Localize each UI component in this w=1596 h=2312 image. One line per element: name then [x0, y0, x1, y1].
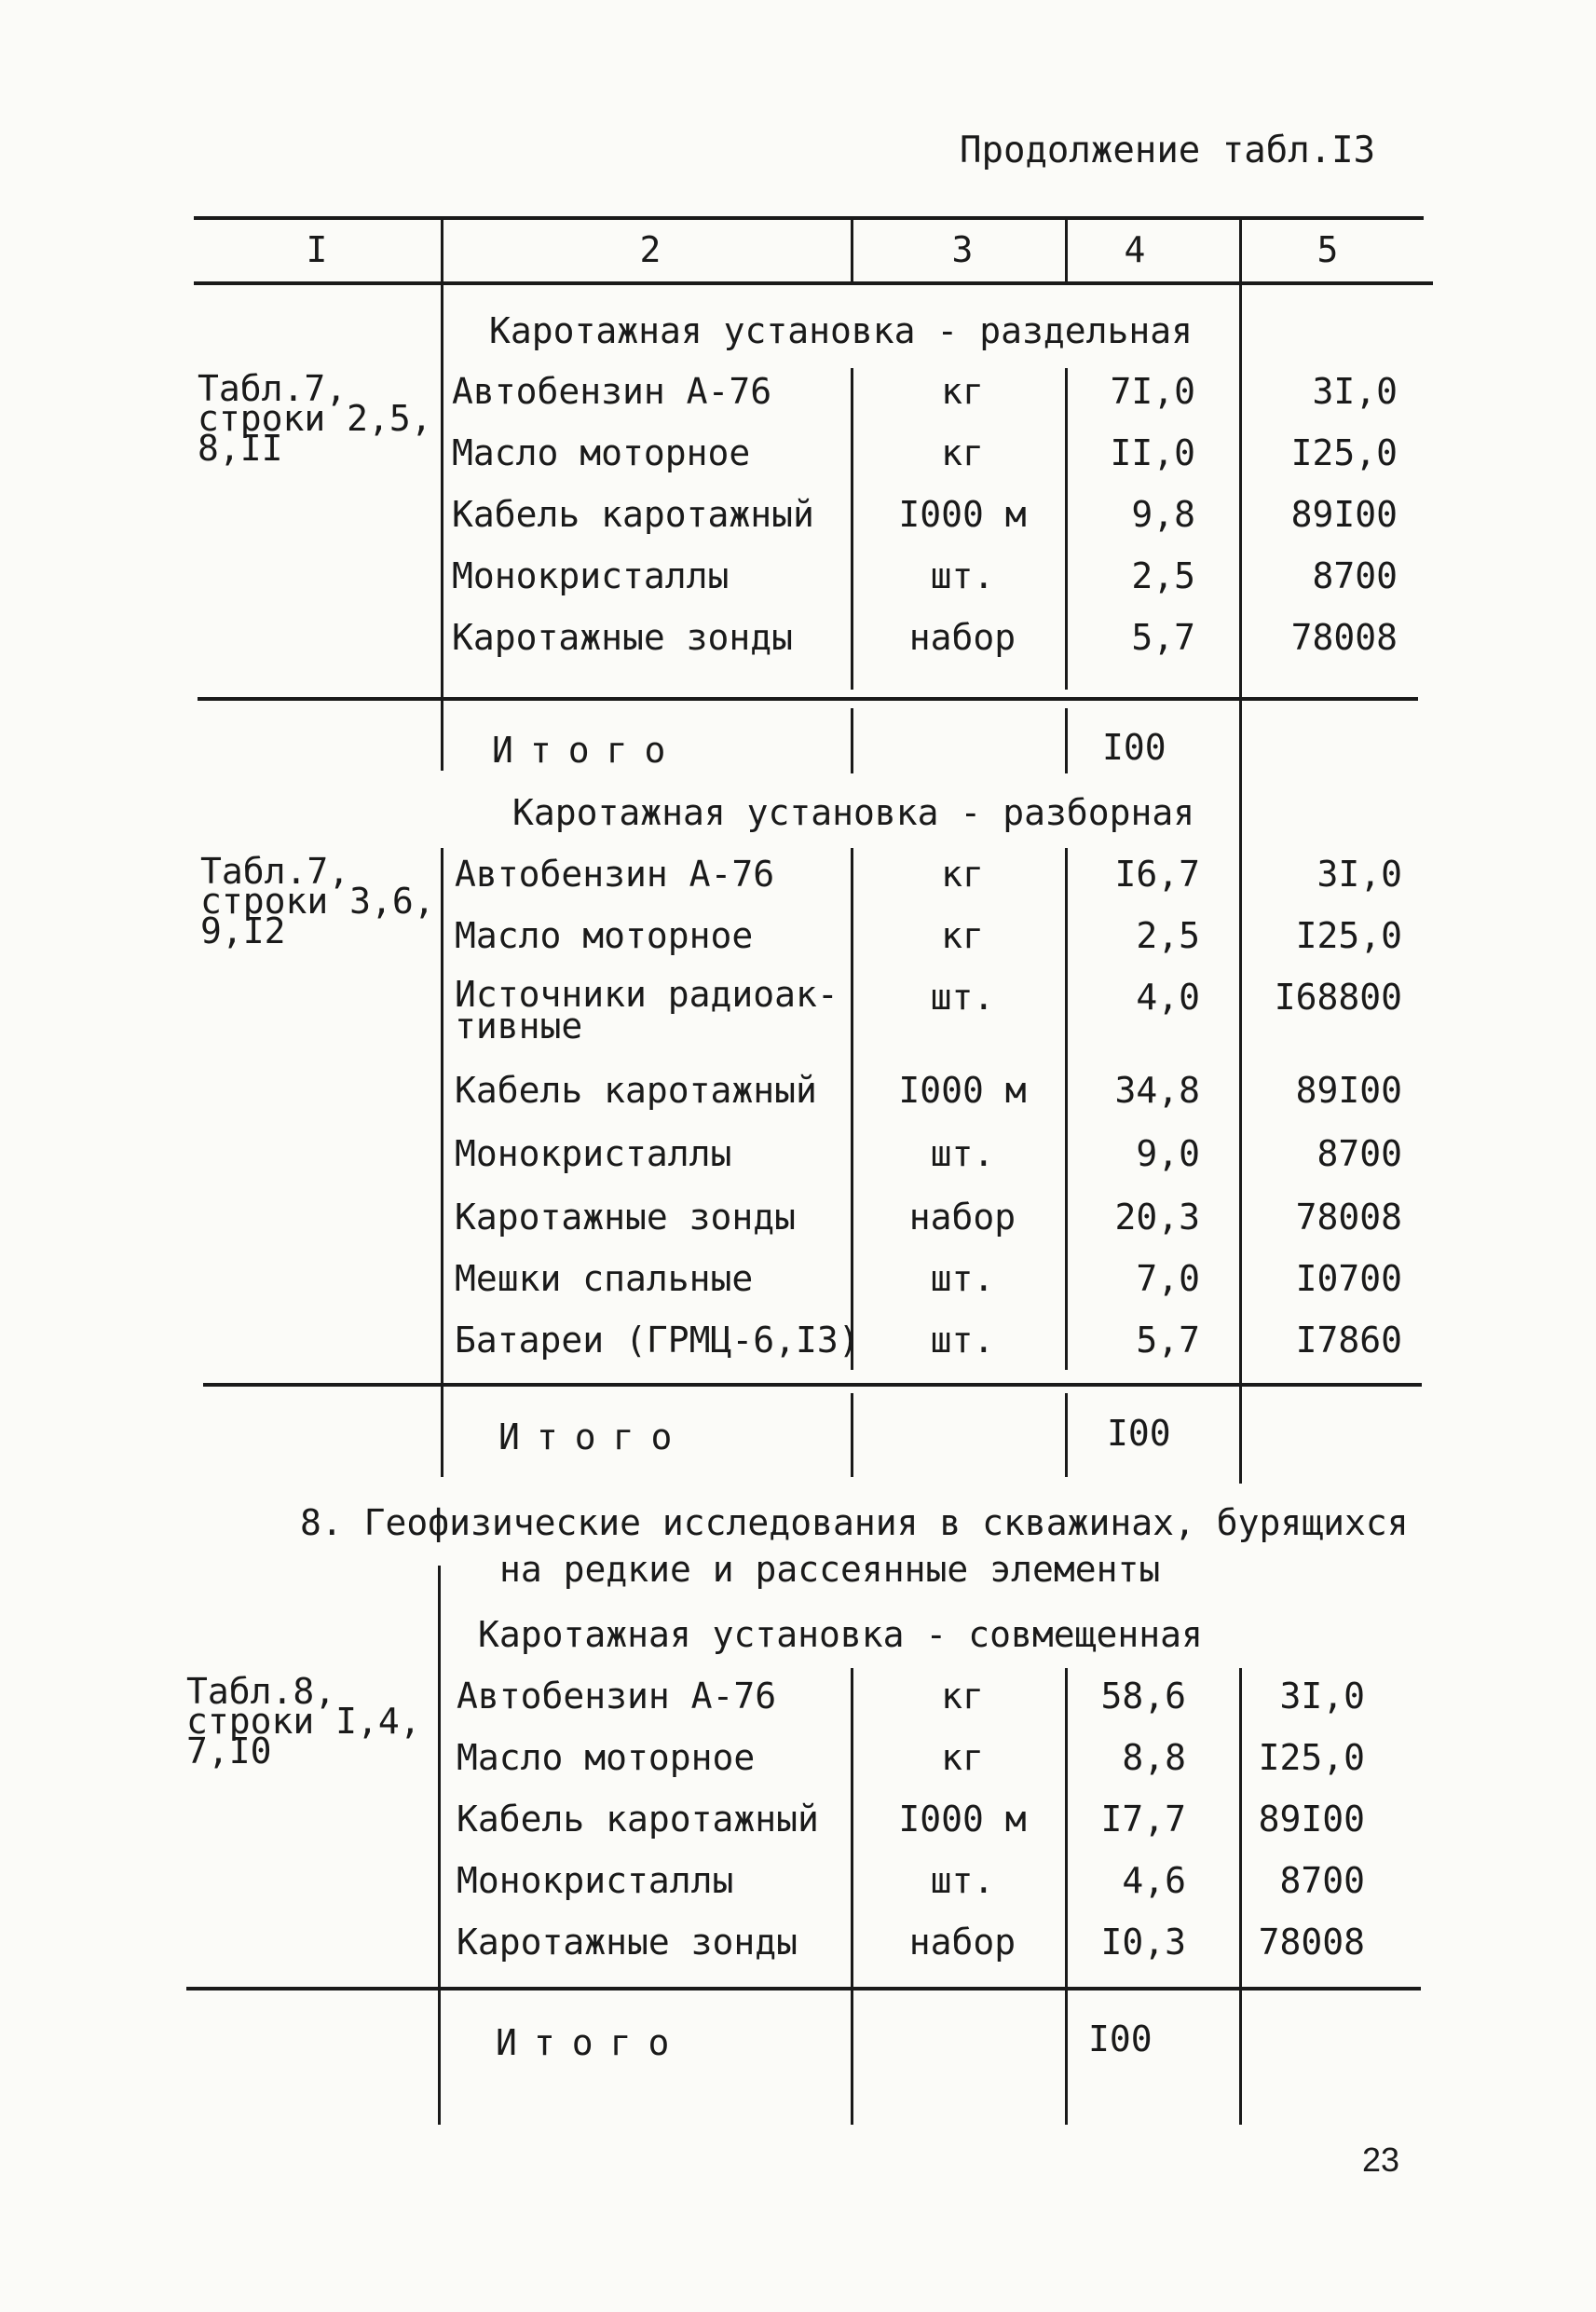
item-share: 7,0	[1136, 1258, 1200, 1299]
item-share: 9,0	[1136, 1133, 1200, 1174]
item-name: Мешки спальные	[455, 1258, 754, 1299]
col-divider	[851, 1393, 853, 1477]
item-name: Каротажные зонды	[455, 1197, 797, 1238]
item-name: Монокристаллы	[452, 555, 730, 596]
item-name: Масло моторное	[457, 1737, 756, 1778]
item-price: 3I,0	[1312, 371, 1398, 412]
block-rule	[198, 697, 1418, 701]
item-unit: шт.	[930, 1860, 995, 1901]
col-divider	[851, 708, 853, 773]
item-unit: набор	[908, 1922, 1016, 1963]
item-unit: шт.	[930, 555, 995, 596]
item-name: Монокристаллы	[457, 1860, 734, 1901]
header-col-1: I	[306, 229, 328, 270]
item-unit: I000 м	[898, 494, 1027, 535]
item-unit: кг	[941, 1737, 984, 1778]
item-name: Масло моторное	[455, 915, 754, 956]
table-ref: 9,I2	[200, 910, 286, 951]
col-divider	[1065, 1393, 1068, 1477]
col-divider	[1065, 708, 1068, 773]
block-title: Каротажная установка - совмещенная	[478, 1614, 1203, 1655]
col-divider	[851, 1668, 853, 2125]
header-col-2: 2	[639, 229, 662, 270]
item-share: 9,8	[1131, 494, 1195, 535]
item-price: 8700	[1279, 1860, 1365, 1901]
item-share: 34,8	[1114, 1070, 1200, 1111]
item-share: 5,7	[1131, 617, 1195, 658]
item-price: I0700	[1295, 1258, 1402, 1299]
total-label: Итого	[496, 2022, 687, 2063]
item-unit: набор	[908, 1197, 1016, 1238]
item-unit: I000 м	[898, 1070, 1027, 1111]
item-unit: шт.	[930, 1258, 995, 1299]
item-price: 78008	[1290, 617, 1398, 658]
item-name: Источники радиоак- тивные	[455, 974, 839, 1047]
header-col-5: 5	[1316, 229, 1339, 270]
item-unit: кг	[941, 371, 984, 412]
item-unit: шт.	[930, 977, 995, 1018]
page-number: 23	[1362, 2141, 1400, 2179]
item-name: Масло моторное	[452, 432, 751, 473]
table-ref: 7,I0	[186, 1731, 272, 1772]
header-col-4: 4	[1124, 229, 1146, 270]
item-share: 20,3	[1114, 1197, 1200, 1238]
item-share: 7I,0	[1110, 371, 1195, 412]
item-unit: кг	[941, 854, 984, 895]
item-price: 8700	[1316, 1133, 1402, 1174]
item-share: I6,7	[1114, 854, 1200, 895]
col-divider	[851, 216, 853, 283]
item-price: I7860	[1295, 1320, 1402, 1361]
item-share: 4,0	[1136, 977, 1200, 1018]
item-unit: кг	[941, 432, 984, 473]
block-title: Каротажная установка - раздельная	[489, 310, 1193, 351]
item-share: I0,3	[1100, 1922, 1186, 1963]
item-name: Автобензин А-76	[452, 371, 772, 412]
block-rule	[186, 1987, 1421, 1991]
item-name: Кабель каротажный	[457, 1799, 819, 1840]
col-divider	[851, 368, 853, 690]
item-unit: I000 м	[898, 1799, 1027, 1840]
item-price: 8700	[1312, 555, 1398, 596]
col-divider	[1239, 1668, 1242, 2125]
table-ref: строки 3,6,	[200, 881, 435, 922]
item-name: Кабель каротажный	[452, 494, 814, 535]
table-ref: Табл.7,	[198, 368, 348, 409]
item-price: 78008	[1295, 1197, 1402, 1238]
total-value: I00	[1102, 727, 1166, 768]
continuation-label: Продолжение табл.I3	[960, 130, 1376, 171]
col-divider	[441, 216, 443, 771]
item-price: 3I,0	[1279, 1676, 1365, 1717]
item-unit: набор	[908, 617, 1016, 658]
item-price: 78008	[1258, 1922, 1365, 1963]
header-bottom-rule	[194, 281, 1433, 285]
item-name: Автобензин А-76	[455, 854, 775, 895]
table-ref: Табл.8,	[186, 1671, 336, 1712]
table-ref: строки I,4,	[186, 1701, 421, 1742]
total-value: I00	[1088, 2018, 1153, 2059]
item-price: 3I,0	[1316, 854, 1402, 895]
table-ref: 8,II	[198, 428, 283, 469]
col-divider	[438, 1566, 441, 2125]
item-name: Каротажные зонды	[457, 1922, 798, 1963]
item-price: 89I00	[1295, 1070, 1402, 1111]
block-title: Каротажная установка - разборная	[512, 792, 1195, 833]
item-share: II,0	[1110, 432, 1195, 473]
item-price: I68800	[1274, 977, 1402, 1018]
header-col-3: 3	[951, 229, 974, 270]
item-price: I25,0	[1290, 432, 1398, 473]
item-unit: шт.	[930, 1320, 995, 1361]
item-name: Кабель каротажный	[455, 1070, 817, 1111]
col-divider	[851, 848, 853, 1370]
table-ref: строки 2,5,	[198, 398, 432, 439]
item-price: 89I00	[1290, 494, 1398, 535]
total-value: I00	[1107, 1413, 1171, 1454]
item-share: 2,5	[1136, 915, 1200, 956]
item-price: 89I00	[1258, 1799, 1365, 1840]
item-share: 4,6	[1122, 1860, 1186, 1901]
item-name: Автобензин А-76	[457, 1676, 777, 1717]
col-divider	[1239, 216, 1242, 1484]
item-price: I25,0	[1295, 915, 1402, 956]
table-ref: Табл.7,	[200, 851, 350, 892]
item-unit: кг	[941, 1676, 984, 1717]
section-heading: на редкие и рассеянные элементы	[499, 1549, 1161, 1590]
item-unit: шт.	[930, 1133, 995, 1174]
total-label: Итого	[492, 730, 683, 771]
section-heading: 8. Геофизические исследования в скважинах, бурящихся	[300, 1502, 1409, 1543]
item-name: Каротажные зонды	[452, 617, 794, 658]
item-name: Монокристаллы	[455, 1133, 732, 1174]
item-share: I7,7	[1100, 1799, 1186, 1840]
item-name: Батареи (ГРМЦ-6,I3)	[455, 1320, 860, 1361]
item-share: 2,5	[1131, 555, 1195, 596]
item-unit: кг	[941, 915, 984, 956]
block-rule	[203, 1383, 1422, 1387]
item-share: 58,6	[1100, 1676, 1186, 1717]
item-price: I25,0	[1258, 1737, 1365, 1778]
item-share: 8,8	[1122, 1737, 1186, 1778]
col-divider	[1065, 216, 1068, 283]
total-label: Итого	[498, 1416, 689, 1457]
item-share: 5,7	[1136, 1320, 1200, 1361]
